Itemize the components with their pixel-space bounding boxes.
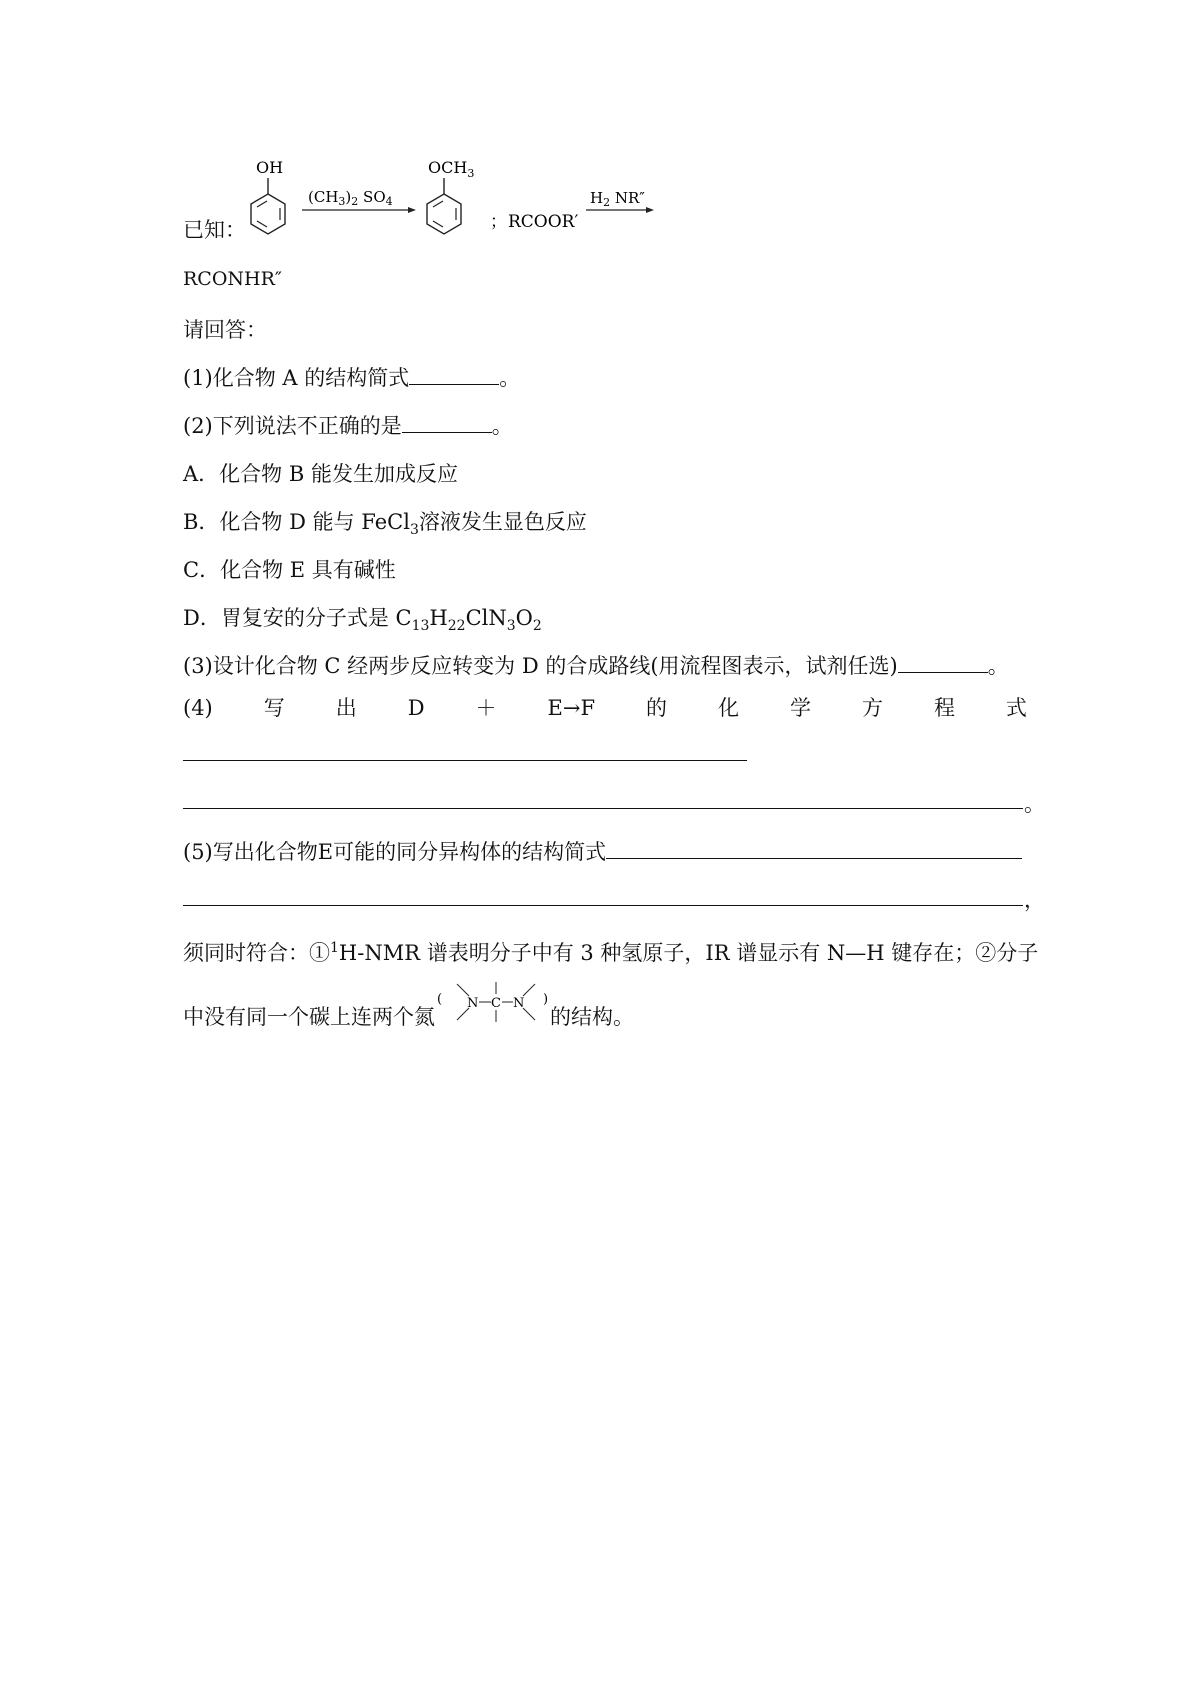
svg-text:OCH3: $OCH_3$ bbox=[428, 158, 475, 180]
question-4-end: 。 bbox=[1024, 792, 1045, 816]
reaction-scheme bbox=[230, 150, 890, 270]
arrow-amine bbox=[586, 189, 654, 213]
cond-post: H-NMR 谱表明分子中有 3 种氢原子，IR 谱显示有 N—H 键存在；②分子 bbox=[338, 941, 1039, 965]
question-5-end: ， bbox=[1024, 888, 1045, 912]
option-d bbox=[183, 604, 542, 640]
c-atom: C bbox=[491, 996, 501, 1011]
svg-text:(CH3)2 SO4: $(CH_3)_2$ $SO_4$ bbox=[308, 188, 393, 208]
question-5-text: (5)写出化合物E可能的同分异构体的结构简式 bbox=[183, 840, 607, 864]
question-3 bbox=[183, 652, 1009, 680]
cond2-pre: 中没有同一个碳上连两个氮 bbox=[183, 1005, 435, 1029]
question-1-text: (1)化合物 A 的结构简式 bbox=[183, 366, 410, 390]
option-c: C．化合物 E 具有碱性 bbox=[183, 558, 396, 582]
option-d-sub1: 13 bbox=[411, 618, 430, 635]
option-b bbox=[183, 508, 587, 544]
option-d-sub2: 22 bbox=[447, 618, 466, 635]
n-c-n-fragment bbox=[435, 976, 555, 1036]
cond-sup: 1 bbox=[330, 940, 339, 956]
question-2 bbox=[183, 412, 513, 440]
n-atom-1: N bbox=[467, 996, 479, 1011]
question-5 bbox=[183, 838, 1022, 866]
question-3-text: (3)设计化合物 C 经两步反应转变为 D 的合成路线(用流程图表示，试剂任选) bbox=[183, 654, 898, 678]
q4-word: 写 bbox=[263, 696, 285, 720]
option-d-mid1: H bbox=[429, 606, 448, 630]
amide-product: RCONHR″ bbox=[183, 268, 283, 290]
cond-pre: 须同时符合：① bbox=[183, 941, 330, 965]
option-b-sub: 3 bbox=[409, 522, 419, 539]
option-d-sub4: 2 bbox=[532, 618, 542, 635]
q4-word: 出 bbox=[335, 696, 357, 720]
option-b-pre: B．化合物 D 能与 FeCl bbox=[183, 510, 410, 534]
cond2-post: 的结构。 bbox=[550, 1005, 634, 1029]
answer-blank-4b[interactable] bbox=[183, 808, 1023, 809]
q4-word: 程 bbox=[933, 696, 955, 720]
option-d-pre: D．胃复安的分子式是 C bbox=[183, 606, 412, 630]
prompt: 请回答： bbox=[183, 318, 267, 342]
question-2-end: 。 bbox=[491, 414, 513, 438]
q4-word: (4) bbox=[183, 696, 213, 720]
q4-word: D bbox=[407, 696, 425, 720]
ester-label: RCOOR′ bbox=[508, 212, 579, 232]
q4-word: 化 bbox=[717, 696, 739, 720]
arrow-dimethyl-sulfate bbox=[302, 188, 416, 213]
question-4 bbox=[183, 694, 1027, 722]
q4-word: E→F bbox=[547, 696, 596, 720]
q4-word: 学 bbox=[789, 696, 811, 720]
q4-word: ＋ bbox=[475, 696, 497, 720]
option-d-mid3: O bbox=[515, 606, 533, 630]
answer-blank-5b[interactable] bbox=[183, 905, 1023, 906]
question-1 bbox=[183, 364, 520, 392]
question-2-text: (2)下列说法不正确的是 bbox=[183, 414, 402, 438]
n-atom-2: N bbox=[513, 996, 525, 1011]
known-prefix: 已知： bbox=[183, 218, 246, 242]
svg-text:(: ( bbox=[437, 992, 443, 1007]
option-b-post: 溶液发生显色反应 bbox=[418, 510, 587, 534]
q4-word: 式 bbox=[1005, 696, 1027, 720]
q4-word: 的 bbox=[646, 696, 667, 720]
answer-blank-1[interactable] bbox=[409, 364, 499, 385]
option-d-mid2: ClN bbox=[465, 606, 507, 630]
phenol-structure bbox=[251, 158, 285, 234]
option-d-sub3: 3 bbox=[506, 618, 516, 635]
question-3-end: 。 bbox=[987, 654, 1009, 678]
question-1-end: 。 bbox=[499, 366, 521, 390]
anisole-structure bbox=[427, 158, 474, 234]
oh-label: OH bbox=[256, 158, 284, 177]
q4-word: 方 bbox=[861, 696, 883, 720]
separator: ； bbox=[490, 212, 507, 232]
answer-blank-3[interactable] bbox=[898, 652, 988, 673]
question-5-condition bbox=[183, 934, 1038, 967]
answer-blank-2[interactable] bbox=[402, 412, 492, 433]
option-a: A．化合物 B 能发生加成反应 bbox=[183, 462, 458, 486]
answer-blank-4a[interactable] bbox=[183, 760, 747, 761]
svg-text:): ) bbox=[543, 992, 549, 1007]
question-5-condition-2 bbox=[183, 1003, 634, 1031]
answer-blank-5a[interactable] bbox=[606, 838, 1022, 859]
svg-text:H2 NR″: $H_2$ NR″ bbox=[590, 189, 645, 209]
